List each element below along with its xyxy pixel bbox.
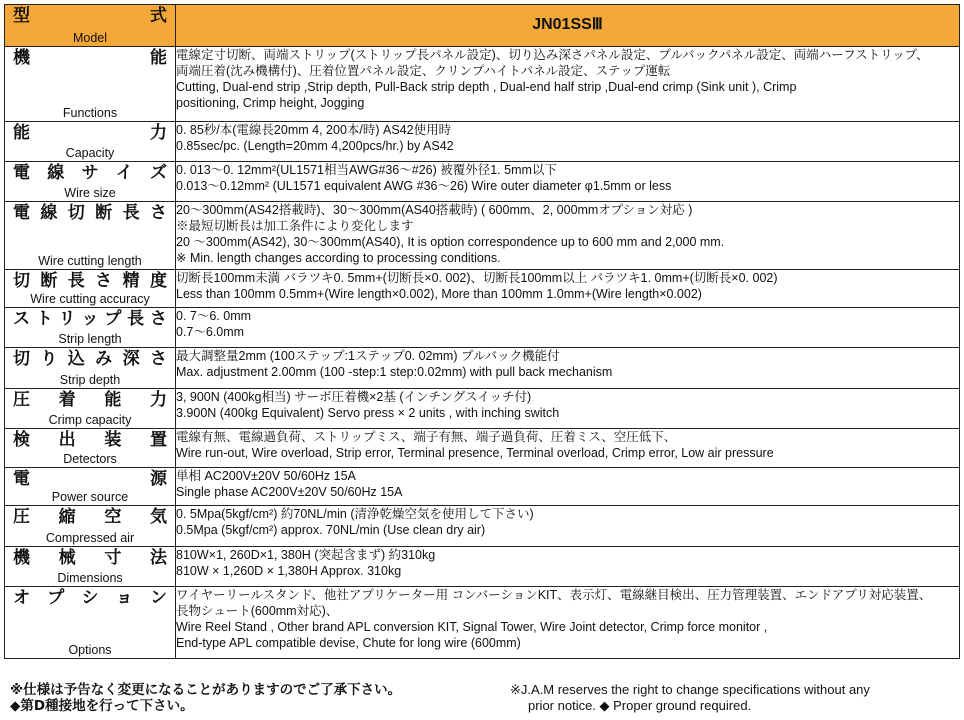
label-char: 切 xyxy=(13,349,30,369)
spec-value-line: 20～300mm(AS42搭載時)、30～300mm(AS40搭載時) ( 600mm、2, 000mmオプション対応 ) xyxy=(176,203,693,217)
spec-label-cell xyxy=(5,47,176,122)
spec-label-en: Strip depth xyxy=(59,373,121,387)
spec-value-line: ※ Min. length changes according to processing conditions. xyxy=(176,251,501,265)
spec-label-cell xyxy=(5,162,176,202)
label-char: 械 xyxy=(58,548,76,568)
spec-value-line: 最大調整量2mm (100ステップ:1ステップ0. 02mm) プルバック機能付 xyxy=(176,349,560,363)
label-char: 力 xyxy=(149,390,167,410)
label-char: 能 xyxy=(13,123,30,143)
spec-value-cell xyxy=(176,202,960,270)
label-char: さ xyxy=(95,271,113,291)
label-char: 法 xyxy=(149,548,167,568)
spec-label-jp xyxy=(13,506,167,528)
spec-row xyxy=(5,468,960,506)
spec-value-line: 0. 7～6. 0mm xyxy=(176,309,252,323)
spec-value-line: 0.7～6.0mm xyxy=(176,325,245,339)
label-char: リ xyxy=(58,309,76,329)
spec-value-line: 電線有無、電線過負荷、ストリップミス、端子有無、端子過負荷、圧着ミス、空圧低下、 xyxy=(176,430,677,444)
spec-row xyxy=(5,429,960,468)
label-char: 度 xyxy=(149,271,167,291)
spec-value-cell xyxy=(176,547,960,587)
label-char: 深 xyxy=(122,349,140,369)
spec-label-en: Crimp capacity xyxy=(48,413,132,427)
model-label-jp xyxy=(13,5,167,27)
spec-label-cell xyxy=(5,270,176,308)
spec-value-line: Cutting, Dual-end strip ,Strip depth, Pull-Back strip depth , Dual-end half strip ,Dual-end crimp (Sink unit ), Crimp xyxy=(176,80,797,94)
spec-label-jp xyxy=(13,429,167,451)
spec-value-line: 0.5Mpa (5kgf/cm²) approx. 70NL/min (Use clean dry air) xyxy=(176,523,486,537)
spec-value-line: 3, 900N (400kg相当) サーボ圧着機×2基 (インチングスイッチ付) xyxy=(176,390,532,404)
model-label-cell xyxy=(5,5,176,47)
spec-label-jp xyxy=(13,270,167,292)
spec-row xyxy=(5,587,960,659)
spec-value-line: Wire run-out, Wire overload, Strip error, Terminal presence, Terminal overload, Crimp error, Low air pressure xyxy=(176,446,774,460)
spec-label-cell xyxy=(5,468,176,506)
spec-value-cell xyxy=(176,389,960,429)
spec-row xyxy=(5,308,960,348)
label-char: オ xyxy=(13,588,30,608)
spec-label-jp xyxy=(13,202,167,224)
spec-value-line: 単相 AC200V±20V 50/60Hz 15A xyxy=(176,469,356,483)
spec-label-cell xyxy=(5,587,176,659)
spec-value-line: 長物シュート(600mm対応)、 xyxy=(176,604,339,618)
label-char: り xyxy=(40,349,58,369)
label-char: 能 xyxy=(150,48,167,68)
label-char: 圧 xyxy=(13,390,30,410)
spec-value-line: 電線定寸切断、両端ストリップ(ストリップ長パネル設定)、切り込み深さパネル設定、プルバックパネル設定、両端ハーフストリップ、 xyxy=(176,48,929,62)
label-char: ッ xyxy=(81,309,99,329)
spec-label-cell xyxy=(5,308,176,348)
note-line: prior notice. ◆ Proper ground required. xyxy=(528,698,752,713)
spec-value-line: 20 ～300mm(AS42), 30～300mm(AS40), It is option correspondence up to 600 mm and 2,000 mm. xyxy=(176,235,725,249)
spec-label-cell xyxy=(5,202,176,270)
label-char: 機 xyxy=(13,48,30,68)
spec-row xyxy=(5,270,960,308)
spec-value-line: Single phase AC200V±20V 50/60Hz 15A xyxy=(176,485,403,499)
model-value: JN01SSⅢ xyxy=(532,16,603,33)
spec-value-cell xyxy=(176,506,960,547)
spec-row xyxy=(5,202,960,270)
spec-label-en: Options xyxy=(68,643,112,657)
spec-row xyxy=(5,389,960,429)
label-char: 置 xyxy=(149,430,167,450)
spec-value-line: 0. 5Mpa(5kgf/cm²) 約70NL/min (清浄乾燥空気を使用して下さい) xyxy=(176,507,534,521)
model-value-cell xyxy=(176,5,960,47)
label-char: 切 xyxy=(13,271,30,291)
spec-label-jp xyxy=(13,587,167,609)
spec-value-line: 810W×1, 260D×1, 380H (突起含まず) 約310kg xyxy=(176,548,436,562)
spec-label-jp xyxy=(13,468,167,490)
label-char: 式 xyxy=(150,6,167,26)
label-char: プ xyxy=(47,588,65,608)
label-char: ョ xyxy=(115,588,133,608)
label-char: ス xyxy=(13,309,30,329)
spec-row xyxy=(5,47,960,122)
note-line: ◆第D種接地を行って下さい。 xyxy=(10,698,194,714)
model-label-en: Model xyxy=(72,31,108,45)
label-char: 空 xyxy=(104,507,122,527)
label-char: 寸 xyxy=(104,548,122,568)
spec-label-en: Power source xyxy=(51,490,129,504)
label-char: 電 xyxy=(13,203,30,223)
label-char: 圧 xyxy=(13,507,30,527)
spec-label-jp xyxy=(13,389,167,411)
spec-value-line: 0.013～0.12mm² (UL1571 equivalent AWG #36～26) Wire outer diameter φ1.5mm or less xyxy=(176,179,672,193)
spec-table xyxy=(4,4,960,659)
label-char: 線 xyxy=(40,203,58,223)
spec-label-jp xyxy=(13,122,167,144)
label-char: 長 xyxy=(67,271,85,291)
label-char: 切 xyxy=(67,203,85,223)
spec-value-cell xyxy=(176,429,960,468)
spec-label-cell xyxy=(5,429,176,468)
spec-row xyxy=(5,122,960,162)
label-char: 気 xyxy=(149,507,167,527)
spec-value-cell xyxy=(176,348,960,389)
spec-row xyxy=(5,162,960,202)
spec-label-cell xyxy=(5,348,176,389)
spec-label-en: Capacity xyxy=(65,146,115,160)
label-char: 出 xyxy=(58,430,76,450)
spec-value-line: Less than 100mm 0.5mm+(Wire length×0.002), More than 100mm 1.0mm+(Wire length×0.002) xyxy=(176,287,702,301)
label-char: 込 xyxy=(67,349,85,369)
label-char: ト xyxy=(35,309,53,329)
spec-label-cell xyxy=(5,506,176,547)
label-char: 断 xyxy=(40,271,58,291)
spec-value-cell xyxy=(176,122,960,162)
spec-label-jp xyxy=(13,547,167,569)
spec-value-line: ※最短切断長は加工条件により変化します xyxy=(176,219,414,233)
label-char: ズ xyxy=(150,163,167,183)
spec-value-line: Wire Reel Stand , Other brand APL conversion KIT, Signal Tower, Wire Joint detector, Crimp force monitor , xyxy=(176,620,768,634)
spec-label-en: Wire cutting length xyxy=(38,254,142,268)
spec-value-cell xyxy=(176,587,960,659)
label-char: サ xyxy=(81,163,99,183)
spec-label-en: Wire cutting accuracy xyxy=(30,292,150,306)
label-char: さ xyxy=(149,349,167,369)
label-char: 縮 xyxy=(58,507,76,527)
notes-english xyxy=(510,682,870,714)
spec-value-line: 0. 85秒/本(電線長20mm 4, 200本/時) AS42使用時 xyxy=(176,123,452,137)
spec-label-en: Dimensions xyxy=(57,571,123,585)
label-char: み xyxy=(95,349,113,369)
spec-row xyxy=(5,348,960,389)
spec-value-line: 両端圧着(沈み機構付)、圧着位置パネル設定、クリンプハイトパネル設定、ステップ運転 xyxy=(176,64,671,78)
spec-label-cell xyxy=(5,122,176,162)
spec-value-line: End-type APL compatible devise, Chute for long wire (600mm) xyxy=(176,636,521,650)
label-char: さ xyxy=(149,309,167,329)
note-line: ※J.A.M reserves the right to change specifications without any xyxy=(510,682,870,697)
spec-value-line: Max. adjustment 2.00mm (100 -step:1 step:0.02mm) with pull back mechanism xyxy=(176,365,613,379)
label-char: ン xyxy=(150,588,167,608)
spec-label-en: Detectors xyxy=(63,452,117,466)
label-char: 電 xyxy=(13,469,30,489)
label-char: プ xyxy=(104,309,122,329)
label-char: 型 xyxy=(13,6,30,26)
label-char: 断 xyxy=(95,203,113,223)
label-char: さ xyxy=(149,203,167,223)
spec-value-cell xyxy=(176,468,960,506)
label-char: 能 xyxy=(104,390,122,410)
spec-label-jp xyxy=(13,308,167,330)
spec-value-cell xyxy=(176,47,960,122)
label-char: 着 xyxy=(58,390,76,410)
label-char: 長 xyxy=(127,309,145,329)
spec-label-cell xyxy=(5,547,176,587)
spec-label-en: Strip length xyxy=(58,332,122,346)
label-char: シ xyxy=(81,588,99,608)
spec-value-cell xyxy=(176,162,960,202)
label-char: 検 xyxy=(13,430,30,450)
label-char: 精 xyxy=(122,271,140,291)
label-char: イ xyxy=(115,163,133,183)
spec-value-line: ワイヤーリールスタンド、他社アプリケーター用 コンバーションKIT、表示灯、電線継目検出、圧力管理装置、エンドアプリ対応装置、 xyxy=(176,588,932,602)
label-char: 線 xyxy=(47,163,65,183)
spec-label-jp xyxy=(13,348,167,370)
spec-value-cell xyxy=(176,270,960,308)
label-char: 力 xyxy=(150,123,167,143)
label-char: 機 xyxy=(13,548,30,568)
spec-row xyxy=(5,547,960,587)
spec-label-cell xyxy=(5,389,176,429)
spec-value-line: 切断長100mm未満 バラツキ0. 5mm+(切断長×0. 002)、切断長100mm以上 バラツキ1. 0mm+(切断長×0. 002) xyxy=(176,271,778,285)
label-char: 長 xyxy=(122,203,140,223)
spec-value-line: 0.85sec/pc. (Length=20mm 4,200pcs/hr.) by AS42 xyxy=(176,139,454,153)
notes-japanese xyxy=(10,682,401,714)
spec-label-jp xyxy=(13,162,167,184)
header-row xyxy=(5,5,960,47)
spec-value-line: 3.900N (400kg Equivalent) Servo press × 2 units , with inching switch xyxy=(176,406,560,420)
spec-value-line: 810W × 1,260D × 1,380H Approx. 310kg xyxy=(176,564,402,578)
spec-label-en: Functions xyxy=(62,106,118,120)
label-char: 装 xyxy=(104,430,122,450)
spec-label-en: Wire size xyxy=(64,186,116,200)
spec-row xyxy=(5,506,960,547)
label-char: 電 xyxy=(13,163,30,183)
spec-label-jp xyxy=(13,47,167,69)
note-line: ※仕様は予告なく変更になることがありますのでご了承下さい。 xyxy=(10,682,402,698)
spec-label-en: Compressed air xyxy=(45,531,135,545)
spec-value-cell xyxy=(176,308,960,348)
spec-value-line: 0. 013～0. 12mm²(UL1571相当AWG#36～#26) 被覆外径1. 5mm以下 xyxy=(176,163,557,177)
spec-value-line: positioning, Crimp height, Jogging xyxy=(176,96,365,110)
label-char: 源 xyxy=(150,469,167,489)
